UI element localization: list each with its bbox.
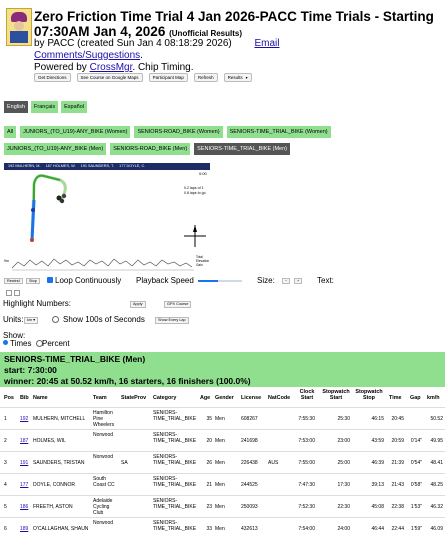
- table-row: [0, 451, 445, 474]
- email-link[interactable]: Email: [254, 38, 280, 49]
- crossmgr-logo: [6, 8, 32, 46]
- cell-clock-start: 7:55:30: [298, 416, 315, 422]
- speed-slider-fill: [198, 280, 218, 282]
- category-row-2: [4, 143, 290, 155]
- cell-clock-start: 7:53:00: [298, 438, 315, 444]
- loop-checkbox[interactable]: [47, 277, 53, 283]
- bib-link[interactable]: 191: [20, 460, 29, 466]
- cell-team: Norwood: [93, 454, 114, 460]
- rider-marker: [60, 199, 64, 203]
- cell-team: Hamilton Pine Wheelers: [93, 410, 115, 428]
- cell-stopwatch-stop: 43:59: [371, 438, 384, 444]
- cell-gap: 1'59": [410, 526, 422, 532]
- bib-link[interactable]: 186: [20, 504, 29, 510]
- rider-badge: 192 MULHERN, M.: [8, 164, 41, 168]
- cell-name: HOLMES, WIL: [33, 438, 66, 444]
- loop-label: Loop Continuously: [55, 276, 122, 285]
- title-text: Zero Friction Time Trial 4 Jan 2026-PACC Time Trials - Starting 07:30AM Jan 4, 2026: [34, 9, 434, 39]
- byline: by PACC (created Sun Jan 4 08:18:29 2026) Email Comments/Suggestions. Powered by CrossMgr. Chip Timing.: [34, 38, 280, 73]
- cell-stopwatch-stop: 46:44: [371, 526, 384, 532]
- cell-gender: Men: [215, 504, 225, 510]
- created-by-text: by PACC (created Sun Jan 4 08:18:29 2026): [34, 38, 232, 49]
- cat-seniors-tt-women[interactable]: SENIORS-TIME_TRIAL_BIKE (Women): [227, 126, 331, 138]
- cell-gap: 0'14": [410, 438, 422, 444]
- cell-license: 608267: [241, 416, 258, 422]
- gpx-course-button[interactable]: GPX Course: [164, 301, 191, 308]
- course-path-active: [34, 176, 60, 200]
- cell-pos: 5: [4, 504, 7, 510]
- cell-team: Norwood: [93, 432, 114, 438]
- col-gap: Gap: [410, 395, 421, 401]
- lap-info: [184, 186, 206, 196]
- results-dropdown[interactable]: Results ▾: [224, 73, 252, 82]
- cell-natcode: AUS: [268, 460, 279, 466]
- cell-name: MULHERN, MITCHELL: [33, 416, 86, 422]
- cell-age: 26: [206, 460, 212, 466]
- cell-time: 20:45: [391, 416, 404, 422]
- cell-kmh: 48.41: [430, 460, 443, 466]
- laps-done: 0.2 laps of 1: [184, 186, 204, 190]
- text-label: Text:: [317, 276, 334, 285]
- cell-stopwatch-start: 17:30: [337, 482, 350, 488]
- cell-clock-start: 7:47:30: [298, 482, 315, 488]
- show-100s-radio[interactable]: [52, 316, 59, 323]
- lang-english[interactable]: English: [4, 101, 28, 113]
- cell-name: O'CALLAGHAN, SHAUN: [33, 526, 89, 532]
- size-increase-button[interactable]: +: [294, 278, 302, 284]
- rider-badge: 187 HOLMES, W.: [45, 164, 76, 168]
- elev-gain-label: Gain: [196, 263, 203, 267]
- col-name: Name: [33, 395, 48, 401]
- cat-seniors-road-women[interactable]: SENIORS-ROAD_BIKE (Women): [134, 126, 222, 138]
- units-label: Units:: [3, 315, 24, 324]
- cell-gap: 0'58": [410, 482, 422, 488]
- cat-all[interactable]: All: [4, 126, 16, 138]
- times-radio[interactable]: [3, 340, 8, 345]
- col-clock-start: Clock Start: [299, 389, 315, 401]
- cell-team: South Coast CC: [93, 476, 115, 488]
- results-table-header: [0, 389, 445, 406]
- cell-age: 35: [206, 416, 212, 422]
- map-clock: 0:00: [199, 171, 207, 176]
- cell-kmh: 46.09: [430, 526, 443, 532]
- refresh-button[interactable]: Refresh: [194, 73, 218, 82]
- units-select[interactable]: km ▾: [24, 317, 38, 324]
- rider-badge: 177 DOYLE, C.: [119, 164, 146, 168]
- cell-stopwatch-start: 22:30: [337, 504, 350, 510]
- cell-team: Adelaide Cycling Club: [93, 498, 113, 516]
- cell-team: Norwood: [93, 520, 114, 526]
- col-time: Time: [389, 395, 402, 401]
- cat-juniors-men[interactable]: JUNIORS_(TO_U19)-ANY_BIKE (Men): [4, 143, 106, 155]
- bib-link[interactable]: 177: [20, 482, 29, 488]
- powered-by-text: Powered by: [34, 62, 87, 73]
- course-path-progress: [32, 200, 34, 240]
- cell-stopwatch-stop: 39:13: [371, 482, 384, 488]
- size-label: Size:: [257, 276, 275, 285]
- cell-gender: Men: [215, 526, 225, 532]
- cell-time: 22:44: [391, 526, 404, 532]
- lang-french[interactable]: Français: [31, 101, 58, 113]
- col-team: Team: [93, 395, 107, 401]
- cell-stopwatch-stop: 46:39: [371, 460, 384, 466]
- cell-age: 33: [206, 526, 212, 532]
- col-kmh: km/h: [427, 395, 440, 401]
- cell-kmh: 46.32: [430, 504, 443, 510]
- table-row: [0, 429, 445, 452]
- times-label: Times: [10, 339, 32, 348]
- col-stateprov: StateProv: [121, 395, 147, 401]
- text-decrease-button[interactable]: [6, 290, 12, 296]
- cell-license: 244525: [241, 482, 258, 488]
- course-path: [32, 176, 65, 240]
- cell-kmh: 48.25: [430, 482, 443, 488]
- col-pos: Pos: [4, 395, 14, 401]
- col-gender: Gender: [215, 395, 234, 401]
- chevron-down-icon: ▾: [245, 75, 248, 80]
- show-label: Show:: [3, 331, 26, 340]
- highlight-label: Highlight Numbers:: [3, 299, 72, 308]
- cell-gender: Men: [215, 416, 225, 422]
- cell-pos: 4: [4, 482, 7, 488]
- cell-stopwatch-start: 24:00: [337, 526, 350, 532]
- elev-total-label: Total: [196, 255, 203, 259]
- col-license: License: [241, 395, 262, 401]
- cell-category: SENIORS-TIME_TRIAL_BIKE: [153, 498, 197, 510]
- cell-time: 20:59: [391, 438, 404, 444]
- col-natcode: NatCode: [268, 395, 291, 401]
- results-winner: winner: 20:45 at 50.52 km/h, 16 starters, 16 finishers (100.0%): [4, 376, 251, 386]
- page-title: [34, 9, 438, 41]
- playback-controls: [4, 276, 444, 286]
- cell-clock-start: 7:54:00: [298, 526, 315, 532]
- cell-name: FREETH, ASTON: [33, 504, 73, 510]
- cell-kmh: 49.95: [430, 438, 443, 444]
- cell-category: SENIORS-TIME_TRIAL_BIKE: [153, 410, 197, 422]
- col-age: Age: [200, 395, 211, 401]
- results-category: SENIORS-TIME_TRIAL_BIKE (Men): [4, 354, 146, 364]
- percent-label: Percent: [42, 339, 70, 348]
- crossmgr-link[interactable]: CrossMgr: [89, 62, 133, 73]
- cell-license: 226438: [241, 460, 258, 466]
- cell-age: 21: [206, 482, 212, 488]
- stop-button[interactable]: Stop: [26, 278, 40, 284]
- google-maps-button[interactable]: See Course on Google Maps: [77, 73, 143, 82]
- cell-category: SENIORS-TIME_TRIAL_BIKE: [153, 476, 197, 488]
- cat-seniors-tt-men[interactable]: SENIORS-TIME_TRIAL_BIKE (Men): [194, 143, 290, 155]
- elev-left-label: 9m: [4, 259, 9, 263]
- cat-juniors-women[interactable]: JUNIORS_(TO_U19)-ANY_BIKE (Women): [20, 126, 130, 138]
- cat-seniors-road-men[interactable]: SENIORS-ROAD_BIKE (Men): [110, 143, 190, 155]
- cell-license: 250093: [241, 504, 258, 510]
- cell-kmh: 50.52: [430, 416, 443, 422]
- cell-time: 21:39: [391, 460, 404, 466]
- size-decrease-button[interactable]: −: [282, 278, 290, 284]
- start-marker: [30, 238, 34, 242]
- elevation-profile: [4, 250, 214, 272]
- cell-category: SENIORS-TIME_TRIAL_BIKE: [153, 432, 197, 444]
- cell-pos: 6: [4, 526, 7, 532]
- cell-age: 23: [206, 504, 212, 510]
- compass-icon: [183, 224, 207, 248]
- table-row: [0, 473, 445, 496]
- apply-button[interactable]: Apply: [130, 301, 146, 308]
- cell-license: 241698: [241, 438, 258, 444]
- cell-clock-start: 7:55:00: [298, 460, 315, 466]
- cell-gap: 1'53": [410, 504, 422, 510]
- col-category: Category: [153, 395, 177, 401]
- show-every-lap-button[interactable]: Show Every Lap: [155, 317, 189, 324]
- cell-category: SENIORS-TIME_TRIAL_BIKE: [153, 520, 197, 532]
- cell-stopwatch-stop: 46:15: [371, 416, 384, 422]
- table-row: [0, 407, 445, 430]
- cell-stateprov: SA: [121, 460, 128, 466]
- chevron-down-icon: ▾: [33, 318, 36, 322]
- cell-name: SAUNDERS, TRISTAN: [33, 460, 85, 466]
- cell-gender: Men: [215, 438, 225, 444]
- language-selector: [4, 101, 87, 113]
- rider-position-bar: [4, 163, 210, 170]
- cell-stopwatch-start: 23:00: [337, 438, 350, 444]
- cell-clock-start: 7:52:30: [298, 504, 315, 510]
- bib-link[interactable]: 192: [20, 416, 29, 422]
- cell-time: 21:43: [391, 482, 404, 488]
- laps-to-go: 0.8 laps to go: [184, 191, 206, 195]
- cell-gender: Men: [215, 482, 225, 488]
- unofficial-label: (Unofficial Results): [169, 29, 243, 38]
- bib-link[interactable]: 187: [20, 438, 29, 444]
- rider-badge: 191 SAUNDERS, T.: [80, 164, 115, 168]
- elev-elevation-label: Elevation: [196, 259, 210, 263]
- text-increase-button[interactable]: [14, 290, 20, 296]
- cell-gap: 0'54": [410, 460, 422, 466]
- col-bib: Bib: [20, 395, 29, 401]
- category-row-1: [4, 126, 331, 138]
- cell-pos: 1: [4, 416, 7, 422]
- chip-timing-text: . Chip Timing.: [132, 62, 194, 73]
- cell-category: SENIORS-TIME_TRIAL_BIKE: [153, 454, 197, 466]
- rewind-button[interactable]: Rewind: [4, 278, 23, 284]
- cell-license: 432613: [241, 526, 258, 532]
- rider-marker: [62, 194, 66, 198]
- lang-spanish[interactable]: Español: [61, 101, 87, 113]
- toolbar: [34, 73, 252, 82]
- comments-link[interactable]: Comments/Suggestions: [34, 50, 141, 61]
- show-100s-label: Show 100s of Seconds: [63, 315, 145, 324]
- speed-slider[interactable]: [198, 280, 242, 282]
- col-stopwatch-stop: Stopwatch Stop: [355, 389, 383, 401]
- cell-stopwatch-start: 25:30: [337, 416, 350, 422]
- participant-map-button[interactable]: Participant Map: [149, 73, 188, 82]
- cell-pos: 2: [4, 438, 7, 444]
- bib-link[interactable]: 189: [20, 526, 29, 532]
- get-directions-button[interactable]: Get Directions: [34, 73, 71, 82]
- cell-age: 20: [206, 438, 212, 444]
- col-stopwatch-start: Stopwatch Start: [322, 389, 350, 401]
- cell-stopwatch-start: 25:00: [337, 460, 350, 466]
- table-row: [0, 495, 445, 518]
- rider-marker: [31, 208, 35, 212]
- cell-time: 22:38: [391, 504, 404, 510]
- results-start: start: 7:30:00: [4, 365, 57, 375]
- cell-gender: Men: [215, 460, 225, 466]
- cell-pos: 3: [4, 460, 7, 466]
- speed-label: Playback Speed: [136, 276, 194, 285]
- table-row: [0, 517, 445, 540]
- cell-stopwatch-stop: 45:08: [371, 504, 384, 510]
- cell-name: DOYLE, CONNOR: [33, 482, 75, 488]
